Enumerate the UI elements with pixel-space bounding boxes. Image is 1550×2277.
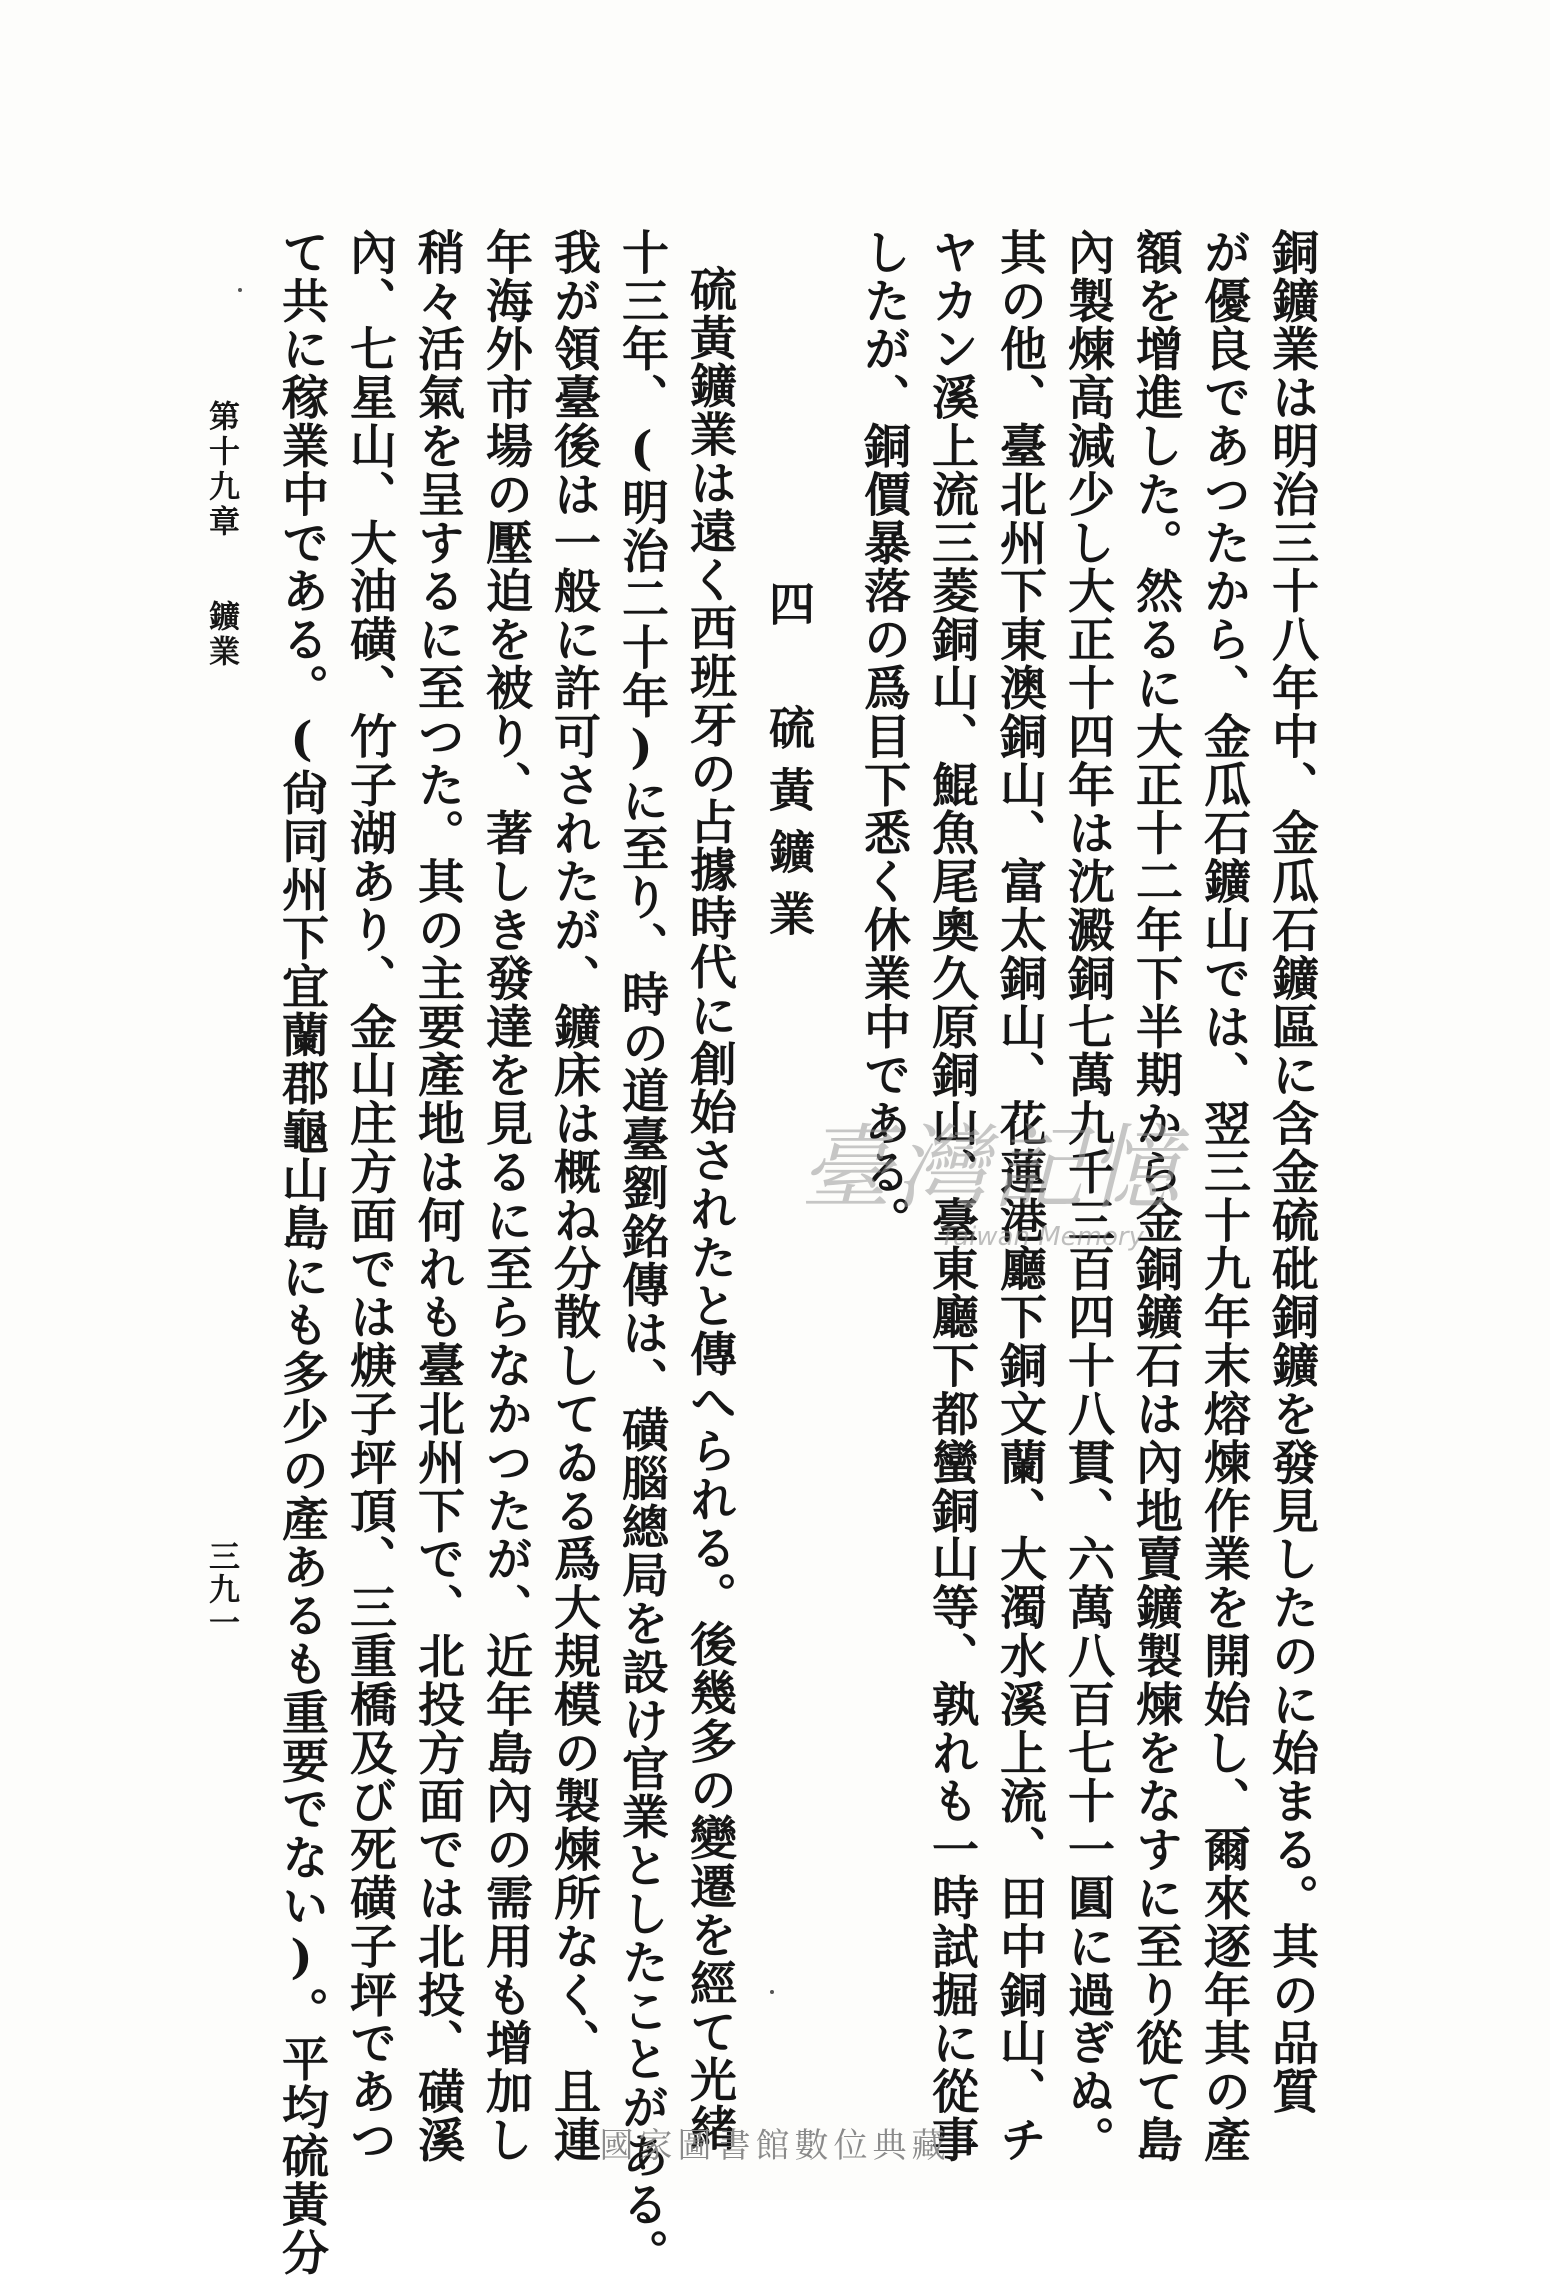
text-column: 十三年、(明治二十年)に至り、時の道臺劉銘傳は、磺腦總局を設け官業としたことがある。 bbox=[614, 228, 669, 2277]
taiwan-memory-watermark bbox=[790, 1085, 1210, 1295]
text-column: 額を增進した。然るに大正十二年下半期から金銅鑛石は內地賣鑛製煉をなすに至り從て島 bbox=[1128, 228, 1183, 2164]
text-column: 其の他、臺北州下東澳銅山、富太銅山、花蓮港廳下銅文蘭、大濁水溪上流、田中銅山、チ bbox=[992, 228, 1047, 2164]
watermark-logo-text: 臺灣記憶 bbox=[800, 1115, 1185, 1222]
text-column: 年海外市場の壓迫を被り、著しき發達を見るに至らなかつたが、近年島內の需用も增加し bbox=[478, 228, 533, 2164]
running-head bbox=[203, 400, 239, 670]
text-column: したが、銅價暴落の爲目下悉く休業中である。 bbox=[856, 228, 911, 1245]
text-column: 內製煉高減少し大正十四年は沈澱銅七萬九千三百四十八貫、六萬八百七十一圓に過ぎぬ。 bbox=[1060, 228, 1115, 2164]
scan-speck bbox=[770, 1990, 774, 1994]
text-column: が優良であつたから、金瓜石鑛山では、翌三十九年末熔煉作業を開始し、爾來逐年其の產 bbox=[1196, 228, 1251, 2164]
collection-footer: 國家圖書館數位典藏 bbox=[599, 2126, 951, 2166]
watermark-subtext: Taiwan Memory bbox=[940, 1222, 1144, 1252]
section-heading: 四 硫黃鑛業 bbox=[762, 580, 816, 952]
chapter-label: 第十九章 bbox=[203, 400, 239, 540]
page-number: 三九一 bbox=[203, 1540, 239, 1639]
text-column: て共に稼業中である。(尙同州下宜蘭郡龜山島にも多少の產あるも重要でない)。平均硫黃分 bbox=[274, 228, 329, 2277]
text-column: 硫黃鑛業は遠く西班牙の占據時代に創始されたと傳へられる。後幾多の變遷を經て光緒 bbox=[682, 265, 737, 2153]
scan-speck bbox=[238, 288, 242, 292]
text-column: 我が領臺後は一般に許可されたが、鑛床は概ね分散してゐる爲大規模の製煉所なく、且連 bbox=[546, 228, 601, 2164]
text-column: 銅鑛業は明治三十八年中、金瓜石鑛區に含金硫砒銅鑛を發見したのに始まる。其の品質 bbox=[1264, 228, 1319, 2116]
text-column: 稍々活氣を呈するに至つた。其の主要產地は何れも臺北州下で、北投方面では北投、磺溪 bbox=[410, 228, 465, 2164]
chapter-title: 鑛業 bbox=[203, 600, 239, 670]
text-column: ヤカン溪上流三菱銅山、鯤魚尾奧久原銅山、臺東廳下都蠻銅山等、孰れも一時試掘に從事 bbox=[924, 228, 979, 2164]
text-column: 內、七星山、大油磺、竹子湖あり、金山庄方面では焿子坪頂、三重橋及び死磺子坪であつ bbox=[342, 228, 397, 2164]
